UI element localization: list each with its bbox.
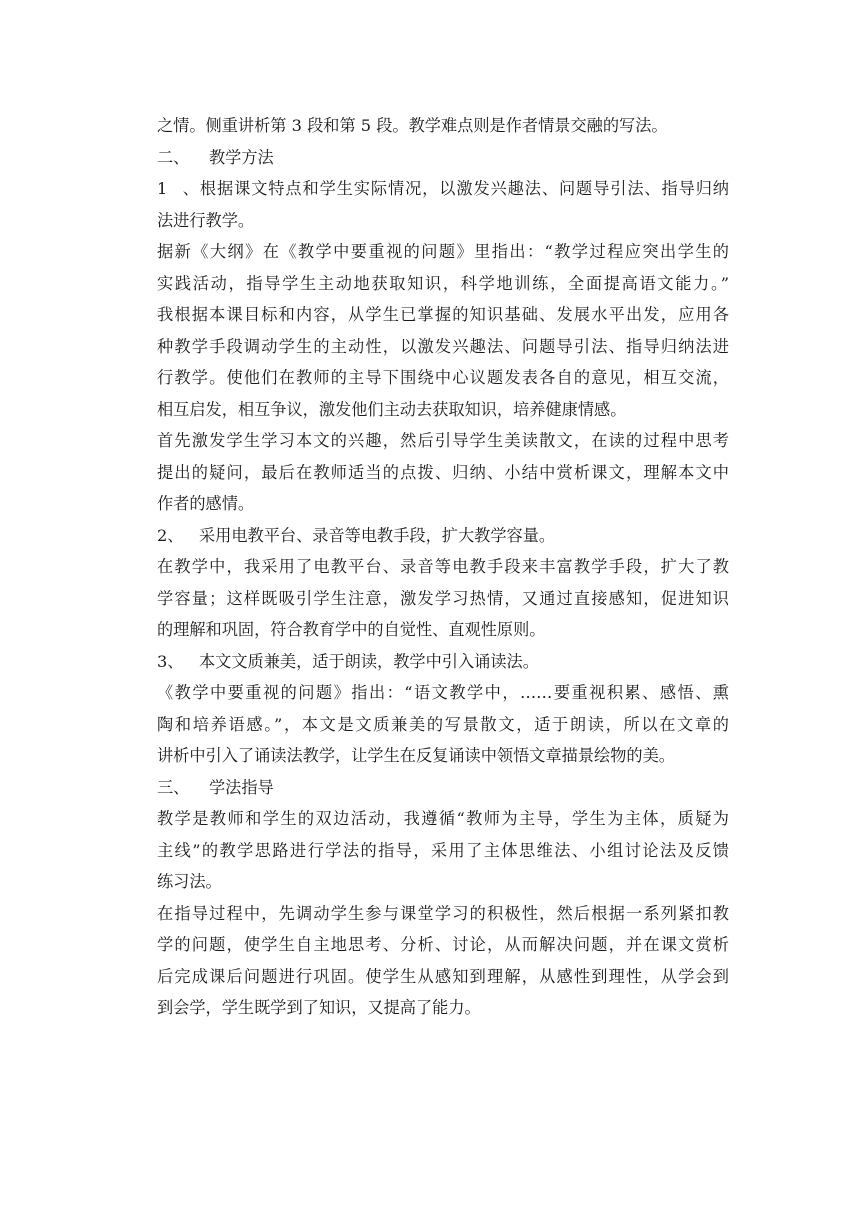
paragraph-line: 实践活动，指导学生主动地获取知识，科学地训练，全面提高语文能力。” [157, 273, 729, 293]
paragraph-line: 之情。侧重讲析第 3 段和第 5 段。教学难点则是作者情景交融的写法。 [157, 116, 668, 135]
item-number: 二、 [157, 147, 190, 167]
paragraph-line: 我根据本课目标和内容，从学生已掌握的知识基础、发展水平出发，应用各 [157, 305, 729, 324]
numbered-item [157, 646, 729, 678]
section-heading [157, 142, 729, 174]
item-number: 三、 [157, 777, 190, 797]
paragraph-line: 练习法。 [157, 872, 222, 891]
item-text: 根据课文特点和学生实际情况，以激发兴趣法、问题导引法、指导归纳 [199, 179, 729, 198]
paragraph-line: 法进行教学。 [157, 210, 255, 230]
paragraph-line: 据新《大纲》在《教学中要重视的问题》里指出：“教学过程应突出学生的 [157, 242, 729, 261]
paragraph-line: 后完成课后问题进行巩固。使学生从感知到理解，从感性到理性，从学会到 [157, 966, 729, 986]
paragraph-line: 《教学中要重视的问题》指出：“语文教学中，……要重视积累、感悟、熏 [157, 683, 729, 702]
paragraph-line: 种教学手段调动学生的主动性，以激发兴趣法、问题导引法、指导归纳法进 [157, 336, 729, 356]
item-number: 3、 [157, 651, 184, 671]
numbered-item [157, 173, 729, 205]
item-text: 本文文质兼美，适于朗读，教学中引入诵读法。 [199, 651, 539, 671]
numbered-item [157, 520, 729, 552]
paragraph-line: 陶和培养语感。”，本文是文质兼美的写景散文，适于朗读，所以在文章的 [157, 714, 729, 734]
paragraph-line: 提出的疑问，最后在教师适当的点拨、归纳、小结中赏析课文，理解本文中 [157, 462, 729, 482]
paragraph-line: 作者的感情。 [157, 494, 255, 513]
paragraph-line: 行教学。使他们在教师的主导下围绕中心议题发表各自的意见，相互交流， [157, 368, 729, 387]
paragraph-line: 在教学中，我采用了电教平台、录音等电教手段来丰富教学手段，扩大了教 [157, 557, 729, 576]
paragraph-line: 讲析中引入了诵读法教学，让学生在反复诵读中领悟文章描景绘物的美。 [157, 746, 675, 765]
item-text: 教学方法 [209, 147, 274, 167]
paragraph-line: 学的问题，使学生自主地思考、分析、讨论，从而解决问题，并在课文赏析 [157, 935, 729, 954]
paragraph-line: 在指导过程中，先调动学生参与课堂学习的积极性，然后根据一系列紧扣教 [157, 903, 729, 923]
document-page [157, 110, 729, 1024]
paragraph-line: 的理解和巩固，符合教育学中的自觉性、直观性原则。 [157, 620, 546, 639]
item-number: 1、 [157, 179, 199, 198]
paragraph-line: 教学是教师和学生的双边活动，我遵循“教师为主导，学生为主体，质疑为 [157, 809, 729, 828]
paragraph-line: 相互启发，相互争议，激发他们主动去获取知识，培养健康情感。 [157, 399, 627, 419]
paragraph-line: 首先激发学生学习本文的兴趣，然后引导学生美读散文，在读的过程中思考 [157, 431, 729, 450]
item-text: 采用电教平台、录音等电教手段，扩大教学容量。 [199, 525, 556, 545]
paragraph-line: 主线”的教学思路进行学法的指导，采用了主体思维法、小组讨论法及反馈 [157, 840, 729, 860]
section-heading [157, 772, 729, 804]
paragraph-line: 到会学，学生既学到了知识，又提高了能力。 [157, 998, 481, 1017]
paragraph-line: 学容量；这样既吸引学生注意，激发学习热情，又通过直接感知，促进知识 [157, 588, 729, 608]
item-number: 2、 [157, 525, 184, 545]
item-text: 学法指导 [209, 777, 274, 797]
